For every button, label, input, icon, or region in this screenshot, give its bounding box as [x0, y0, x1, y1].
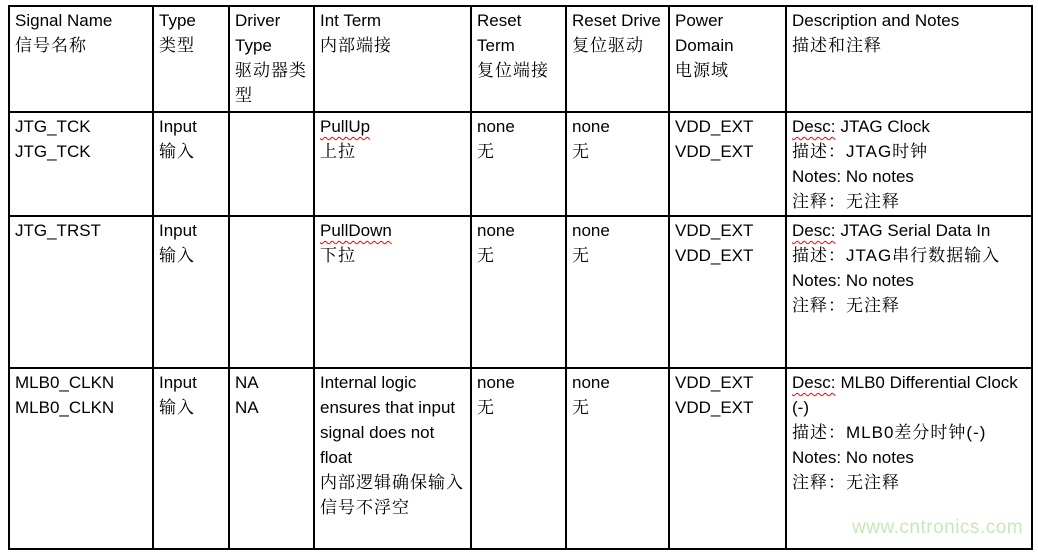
int-term-zh: 上拉 — [320, 142, 356, 161]
int-term-en — [320, 218, 467, 243]
power-domain-zh: VDD_EXT — [675, 142, 754, 161]
reset-term-zh: 无 — [477, 398, 495, 417]
type-cell — [153, 368, 229, 549]
desc-line-en — [792, 370, 1028, 420]
desc-text-en: MLB0 Differential Clock (-) — [792, 373, 1018, 417]
notes-line-en: Notes: No notes — [792, 448, 914, 467]
type-zh: 输入 — [159, 142, 195, 161]
reset-drive-cell — [566, 368, 669, 549]
header-reset-term-zh: 复位端接 — [477, 61, 549, 80]
type-en: Input — [159, 221, 197, 240]
description-cell — [786, 216, 1032, 368]
header-power-domain-en: Power Domain — [675, 11, 734, 55]
header-signal-name-en: Signal Name — [15, 11, 113, 30]
desc-line-zh: 描述：MLB0差分时钟(-) — [792, 423, 987, 442]
int-term-cell — [314, 216, 471, 368]
description-cell — [786, 112, 1032, 216]
header-int-term-en: Int Term — [320, 11, 382, 30]
power-domain-zh: VDD_EXT — [675, 398, 754, 417]
signal-name-cell — [9, 112, 153, 216]
driver-type-cell — [229, 216, 314, 368]
header-driver-type-zh: 驱动器类型 — [235, 61, 307, 105]
int-term-zh: 下拉 — [320, 246, 356, 265]
notes-line-zh: 注释：无注释 — [792, 296, 900, 315]
desc-line-zh: 描述：JTAG串行数据输入 — [792, 246, 1001, 265]
header-cell-int-term — [314, 6, 471, 112]
header-row — [9, 6, 1032, 112]
int-term-en — [320, 114, 467, 139]
header-type-zh: 类型 — [159, 36, 195, 55]
misspelled-word: PullDown — [320, 221, 392, 240]
header-signal-name-zh: 信号名称 — [15, 36, 87, 55]
misspelled-word: Desc: — [792, 373, 836, 392]
header-reset-drive-zh: 复位驱动 — [572, 36, 644, 55]
reset-drive-en: none — [572, 373, 610, 392]
signal-name-zh: MLB0_CLKN — [15, 398, 115, 417]
power-domain-cell — [669, 112, 786, 216]
header-cell-description — [786, 6, 1032, 112]
table-row-jtg-tck — [9, 112, 1032, 216]
misspelled-word: Desc: — [792, 221, 836, 240]
power-domain-en: VDD_EXT — [675, 373, 754, 392]
reset-term-cell — [471, 216, 566, 368]
misspelled-word: Desc: — [792, 117, 836, 136]
power-domain-en: VDD_EXT — [675, 117, 754, 136]
reset-term-en: none — [477, 373, 515, 392]
notes-line-zh: 注释：无注释 — [792, 192, 900, 211]
desc-line-zh: 描述：JTAG时钟 — [792, 142, 929, 161]
type-zh: 输入 — [159, 398, 195, 417]
header-cell-reset-drive — [566, 6, 669, 112]
power-domain-cell — [669, 368, 786, 549]
reset-drive-cell — [566, 112, 669, 216]
reset-drive-zh: 无 — [572, 142, 590, 161]
header-description-en: Description and Notes — [792, 11, 960, 30]
header-cell-power-domain — [669, 6, 786, 112]
reset-drive-zh: 无 — [572, 246, 590, 265]
reset-drive-en: none — [572, 117, 610, 136]
signal-description-table — [8, 5, 1033, 550]
int-term-en: Internal logic ensures that input signal does not float — [320, 373, 456, 467]
header-cell-reset-term — [471, 6, 566, 112]
driver-type-cell — [229, 112, 314, 216]
header-cell-signal-name — [9, 6, 153, 112]
reset-term-cell — [471, 368, 566, 549]
signal-name-cell — [9, 368, 153, 549]
type-cell — [153, 216, 229, 368]
driver-type-zh: NA — [235, 398, 259, 417]
driver-type-cell — [229, 368, 314, 549]
desc-line-en — [792, 218, 1028, 243]
desc-text-en: JTAG Serial Data In — [840, 221, 991, 240]
misspelled-word: PullUp — [320, 117, 371, 136]
reset-drive-zh: 无 — [572, 398, 590, 417]
type-zh: 输入 — [159, 246, 195, 265]
notes-line-zh: 注释：无注释 — [792, 473, 900, 492]
header-reset-drive-en: Reset Drive — [572, 11, 661, 30]
reset-term-cell — [471, 112, 566, 216]
power-domain-zh: VDD_EXT — [675, 246, 754, 265]
notes-line-en: Notes: No notes — [792, 167, 914, 186]
power-domain-en: VDD_EXT — [675, 221, 754, 240]
signal-name-en: JTG_TRST — [15, 221, 101, 240]
header-driver-type-en: Driver Type — [235, 11, 281, 55]
reset-term-zh: 无 — [477, 246, 495, 265]
signal-name-en: MLB0_CLKN — [15, 373, 115, 392]
header-power-domain-zh: 电源域 — [675, 61, 729, 80]
table-row-jtg-trst — [9, 216, 1032, 368]
signal-name-en: JTG_TCK — [15, 117, 91, 136]
watermark: www.cntronics.com — [852, 517, 1024, 538]
reset-drive-cell — [566, 216, 669, 368]
type-cell — [153, 112, 229, 216]
reset-term-en: none — [477, 117, 515, 136]
reset-term-zh: 无 — [477, 142, 495, 161]
int-term-cell — [314, 112, 471, 216]
desc-text-en: JTAG Clock — [840, 117, 930, 136]
reset-drive-en: none — [572, 221, 610, 240]
int-term-zh: 内部逻辑确保输入信号不浮空 — [320, 473, 464, 517]
header-cell-driver-type — [229, 6, 314, 112]
desc-line-en — [792, 114, 1028, 139]
type-en: Input — [159, 373, 197, 392]
header-type-en: Type — [159, 11, 196, 30]
signal-name-zh: JTG_TCK — [15, 142, 91, 161]
reset-term-en: none — [477, 221, 515, 240]
header-reset-term-en: Reset Term — [477, 11, 522, 55]
driver-type-en: NA — [235, 373, 259, 392]
signal-name-cell — [9, 216, 153, 368]
header-description-zh: 描述和注释 — [792, 36, 882, 55]
power-domain-cell — [669, 216, 786, 368]
type-en: Input — [159, 117, 197, 136]
notes-line-en: Notes: No notes — [792, 271, 914, 290]
int-term-cell — [314, 368, 471, 549]
header-cell-type — [153, 6, 229, 112]
header-int-term-zh: 内部端接 — [320, 36, 392, 55]
